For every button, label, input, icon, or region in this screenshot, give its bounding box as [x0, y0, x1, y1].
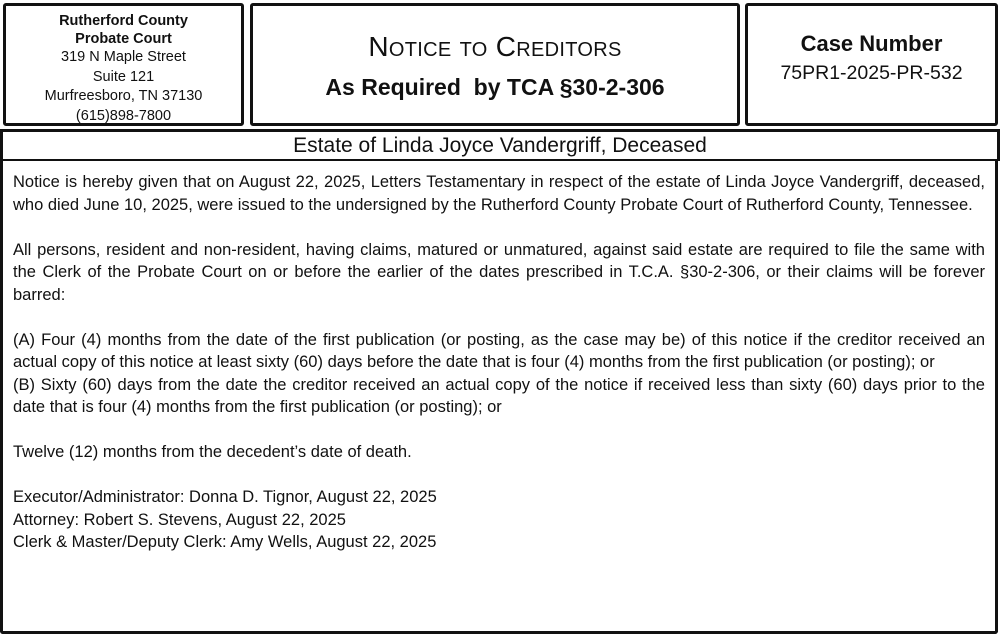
estate-title-band [0, 129, 1000, 161]
court-name-line2: Probate Court [75, 31, 172, 47]
court-address-line2: Suite 121 [92, 68, 155, 85]
paragraph-notice: Notice is hereby given that on August 22, 2025, Letters Testamentary in respect of the estate of Linda Joyce Vandergriff, deceased, who died June 10, 2025, were issued to the undersigned by the Rutherford County Probate Court of Rutherford County, Tennessee. [13, 173, 985, 214]
spacer [13, 464, 985, 487]
spacer [13, 216, 985, 239]
court-name-line1: Rutherford County [59, 13, 188, 29]
court-info-box [3, 3, 244, 126]
spacer [13, 306, 985, 329]
spacer [13, 419, 985, 442]
estate-title: Estate of Linda Joyce Vandergriff, Deceased [293, 134, 707, 157]
notice-title: Notice to Creditors [368, 31, 622, 62]
notice-title-box [250, 3, 740, 126]
case-number-label: Case Number [800, 31, 943, 56]
signature-executor: Executor/Administrator: Donna D. Tignor, August 22, 2025 [13, 488, 437, 506]
signature-attorney: Attorney: Robert S. Stevens, August 22, 2025 [13, 510, 346, 529]
clause-twelve-months: Twelve (12) months from the decedent’s date of death. [13, 443, 412, 461]
notice-subtitle: As Required by TCA §30-2-306 [325, 74, 665, 100]
signature-clerk: Clerk & Master/Deputy Clerk: Amy Wells, August 22, 2025 [13, 533, 437, 551]
clause-b: (B) Sixty (60) days from the date the creditor received an actual copy of the notice if received less than sixty (60) days prior to the date that is four (4) months from the first publication (or posting); or [13, 375, 985, 416]
case-number-value: 75PR1-2025-PR-532 [780, 62, 963, 84]
clause-a: (A) Four (4) months from the date of the first publication (or posting, as the case may be) of this notice if the creditor received an actual copy of this notice at least sixty (60) days before the date that is four (4) months from the first publication (or posting); or [13, 330, 985, 371]
court-address-line1: 319 N Maple Street [61, 49, 186, 65]
court-city-state-zip: Murfreesboro, TN 37130 [44, 88, 203, 104]
case-number-box [745, 3, 998, 126]
court-phone: (615)898-7800 [75, 107, 172, 124]
paragraph-claims: All persons, resident and non-resident, having claims, matured or unmatured, against said estate are required to file the same with the Clerk of the Probate Court on or before the earlier of the dates prescribed in T.C.A. §30-2-306, or their claims will be forever barred: [13, 240, 985, 304]
notice-body [0, 159, 998, 634]
